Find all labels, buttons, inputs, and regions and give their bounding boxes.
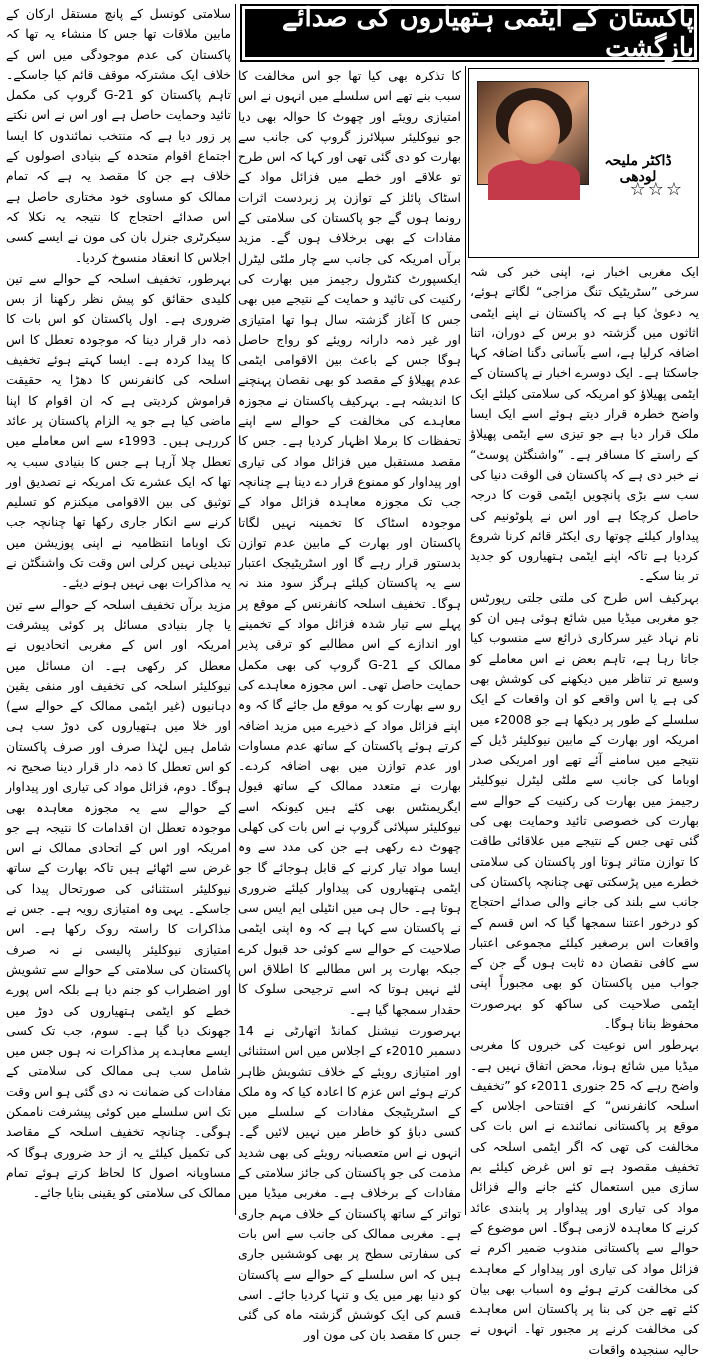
column-divider (465, 66, 466, 1215)
paragraph: مزید برآں تخفیف اسلحہ کے حوالے سے تین یا چار بنیادی مسائل پر کوئی پیشرفت امریکہ اور اس کے مغربی اتحادیوں نے معطل کر رکھی ہے۔ ان مسائل میں نیوکلیئر اسلحہ کی تخفیف اور منفی یقین دہانیوں (غیر ایٹمی ممالک کے حوالے سے) اور خلا میں ہتھیاروں کی دوڑ سب ہی شامل ہیں لہٰذا صرف اور صرف پاکستان کو اس تعطل کا ذمہ دار قرار دینا صحیح نہ ہوگا۔ دوم، فزائل مواد کی تیاری اور پیداوار کے حوالے سے یہ مجوزہ معاہدہ بھی موجودہ تعطل ان اقدامات کا نتیجہ ہے جو امریکہ اور اس کے اتحادی ممالک نے اس غرض سے اٹھائے ہیں تاکہ بھارت کے ساتھ نیوکلیئر استثنائی کی صورتحال پیدا کی جاسکے۔ یہی وہ امتیازی رویہ ہے۔ جس نے مذاکرات کا راستہ روک رکھا ہے۔ اس امتیازی نیوکلیئر پالیسی نے نہ صرف پاکستان کی سلامتی کے حوالے سے تشویش اور اضطراب کو جنم دیا ہے بلکہ اس پورے خطے کو ایٹمی ہتھیاروں کی دوڑ میں جھونک دیا گیا ہے۔ سوم، جب تک کسی ایسے معاہدے پر مذاکرات نہ ہوں جس میں شامل سب ہی ممالک کی سلامتی کے مفادات کی ضمانت نہ دی گئی ہو اس وقت تک اس سلسلے میں کوئی پیشرفت ناممکن ہوگی۔ چنانچہ تخفیف اسلحہ کے مقاصد کی تکمیل کیلئے یہ از حد ضروری ہوگا کہ مساویانہ اصول کا لحاظ کرتے ہوئے تمام ممالک کی سلامتی کو یقینی بنایا جائے۔ (6, 596, 231, 1201)
column-divider (235, 4, 236, 1215)
column-left (6, 4, 231, 1215)
column-middle (238, 66, 461, 1343)
author-name: ڈاکٹر ملیحہ لودھی (604, 153, 672, 185)
column-right (470, 262, 700, 1357)
paragraph: کا تذکرہ بھی کیا تھا جو اس مخالفت کا سبب بنے تھے اس سلسلے میں انہوں نے اس امتیازی رویئے اور چھوٹ کا حوالہ بھی دیا جو نیوکلیئر سپلائرز گروپ کی جانب سے بھارت کو دی گئی تھی اور کہا کہ اس طرح تو علاقے اور خطے میں فزائل مواد کے اسٹاک پائلز کے توازن پر زبردست اثرات رونما ہوں گے جو پاکستان کی سلامتی کے مفادات کے بھی برخلاف ہوں گے۔ مزید برآں امریکہ کی جانب سے چار ملٹی لیٹرل ایکسپورٹ کنٹرول رجیمز میں بھارت کی رکنیت کی تائید و حمایت کے نتیجے میں بھی جس کا آغاز گزشتہ سال ہوا تھا امتیازی اور غیر ذمہ دارانہ رویئے کو رواج حاصل ہوگا جس کے باعث بین الاقوامی ایٹمی عدم پھیلاؤ کے مقصد کو بھی نقصان پہنچنے کا اندیشہ ہے۔ بہرکیف پاکستان نے مجوزہ معاہدے کی مخالفت کے حوالے سے اپنے تحفظات کا برملا اظہار کردیا ہے۔ جس کا مقصد مستقبل میں فزائل مواد کی تیاری اور پیداوار کو ممنوع قرار دے دینا ہے چنانچہ جب تک مجوزہ معاہدہ فزائل مواد کے موجودہ اسٹاک کا تخمینہ نہیں لگاتا پاکستان اور بھارت کے مابین عدم توازن بدستور قرار رہے گا اور اسٹریٹیجک اعتبار سے یہ پاکستان کیلئے ہرگز سود مند نہ ہوگا۔ تخفیف اسلحہ کانفرنس کے موقع پر پہلے سے تیار شدہ فزائل مواد کے تخمینے اور اندازے کے اس مطالبے کو ترقی پذیر ممالک کے G-21 گروپ کی بھی مکمل حمایت حاصل تھی۔ اس مجوزہ معاہدے کی رو سے بھارت کو یہ موقع مل جائے گا کہ وہ اپنے فزائل مواد کے ذخیرے میں مزید اضافہ کرتے ہوئے پاکستان کے ساتھ عدم مساوات اور عدم توازن میں بھی اضافہ کردے۔ بھارت نے متعدد ممالک کے ساتھ فیول ایگریمنٹس بھی کئے ہیں کیونکہ اسے نیوکلیئر سپلائی گروپ نے اس بات کی کھلی چھوٹ دے رکھی ہے جن کی مدد سے وہ ایسا مواد تیار کرنے کے قابل ہوجائے گا جو ایٹمی ہتھیاروں کی پیداوار کیلئے ضروری ہوتا ہے۔ حال ہی میں انٹیلی ایم ایس سی نے پاکستان سے کہا ہے کہ وہ اپنی ایٹمی صلاحیت کے حوالے سے کوئی حد قبول کرے جبکہ بھارت پر اس مطالبے کا اطلاق اس لئے نہیں ہوتا کہ اسے ترجیحی سلوک کا حقدار سمجھا گیا ہے۔ (238, 68, 461, 1017)
headline: پاکستان کے ایٹمی ہتھیاروں کی صدائے بازگشت (245, 9, 694, 57)
star-icons: ☆☆☆ (629, 179, 684, 200)
author-photo (477, 81, 589, 185)
paragraph: بہرکیف اس طرح کی ملتی جلتی رپورٹس جو مغربی میڈیا میں شائع ہوئی ہیں ان کو نام نہاد غیر سرکاری ذرائع سے منسوب کیا جاتا رہا ہے، تاہم بعض نے اس معاملے کو وسیع تر تناظر میں دیکھنے کی کوشش بھی کی ہے یا اس واقعے کو ان واقعات کے ایک سلسلے کے طور پر دیکھا ہے جو 2008ء میں امریکہ اور بھارت کے مابین نیوکلیئر ڈیل کے نتیجے میں سامنے آئے تھے اور امریکی صدر اوباما کی جانب سے ملٹی لیٹرل نیوکلیئر رجیمز میں بھارت کی رکنیت کے حوالے سے بھارت کی خصوصی تائید وحمایت بھی کی گئی تھی جس کے نتیجے میں علاقائی طاقت کا توازن متاثر ہوتا اور پاکستان کی سلامتی خطرے میں پڑسکتی تھی چنانچہ پاکستان کی جانب سے بلند کی جانے والی صدائے احتجاج کو درخور اعتنا سمجھا گیا کہ اس قسم کے واقعات اس برصغیر کیلئے مجموعی اعتبار سے کافی نقصان دہ ثابت ہوں گے جن کے جواب میں پاکستان کو بھی مجبوراً اپنی ایٹمی صلاحیت کی ساکھ کو بہرصورت محفوظ بنانا ہوگا۔ (470, 589, 699, 1031)
paragraph: بہرطور اس نوعیت کی خبروں کا مغربی میڈیا میں شائع ہونا، محض اتفاق نہیں ہے۔ واضح رہے کہ 25 جنوری 2011ء کو ”تخفیف اسلحہ کانفرنس“ کے افتتاحی اجلاس کے موقع پر پاکستانی نمائندے نے اس بات کی مخالفت کی تھی کہ اگر ایٹمی اسلحہ کی تخفیف مقصود ہے تو اس غرض کیلئے بم سازی میں استعمال کئے جانے والے فزائل مواد کی تیاری اور پیداوار پر پابندی عائد کرنے کا معاہدہ لازمی ہوگا۔ اس موضوع کے حوالے سے پاکستانی مندوب ضمیر اکرم نے فزائل مواد کی تیاری اور پیداوار کے معاہدے کی مخالفت کرتے ہوئے وہ اسباب بھی بیان کئے تھے جن کی بنا پر پاکستان اس معاہدے کی مخالفت کرنے پر مجبور تھا۔ انہوں نے حالیہ سنجیدہ واقعات (470, 1037, 700, 1357)
paragraph: بہرطور، تخفیف اسلحہ کے حوالے سے تین کلیدی حقائق کو پیش نظر رکھنا از بس ضروری ہے۔ اول پاکستان کو اس بات کا ذمہ دار قرار دینا کہ موجودہ تعطل کا اس کا پیدا کردہ ہے۔ ایسا کہتے ہوئے تخفیف اسلحہ کی کانفرنس کا دھڑا یہ حقیقت فراموش کردیتی ہے کہ ان اقوام کا اپنا ماضی کیا ہے جو یہ الزام پاکستان پر عائد کررہی ہیں۔ 1993ء سے اس معاملے میں تعطل چلا آرہا ہے جس کا بنیادی سبب یہ تھا کہ ایک عشرے تک امریکہ نے تصدیق اور توثیق کی بین الاقوامی میکنزم کو تسلیم کرنے سے انکار جاری رکھا تھا چنانچہ جب تک اوباما انتظامیہ نے اپنی پوزیشن میں تبدیلی نہیں کرلی اس وقت تک واشنگٹن نے یہ مذاکرات بھی نہیں ہونے دیئے۔ (6, 270, 231, 591)
paragraph: ایک مغربی اخبار نے، اپنی خبر کی شہ سرخی ”سٹریٹیک تنگ مزاجی“ لگاتے ہوئے، یہ دعویٰ کیا ہے کہ پاکستان نے اپنے ایٹمی اثاثوں میں گزشتہ دو برس کے دوران، اتنا اضافہ کرلیا ہے، اسے بآسانی دگنا اضافہ کہا جاسکتا ہے۔ ایک دوسرے اخبار نے پاکستان کے ایٹمی پھیلاؤ کو امریکہ کی سلامتی کیلئے ایک واضح خطرہ قرار دیتے ہوئے اسے ایک ایسا ملک قرار دیا ہے جو تیزی سے ایٹمی پھیلاؤ کے راستے کا مسافر ہے۔ ”واشنگٹن پوسٹ“ نے خبر دی ہے کہ پاکستان فی الوقت دنیا کی سب سے بڑی پانچویں ایٹمی قوت کا درجہ حاصل کرچکا ہے اور اس نے پلوٹونیم کی پیداوار کیلئے چوتھا ری ایکٹر قائم کرنا شروع کردیا ہے تاکہ اپنے ایٹمی ہتھیاروں کو جدید تر بنا سکے۔ (470, 264, 699, 584)
headline-box (240, 4, 699, 62)
paragraph: بہرصورت نیشنل کمانڈ اتھارٹی نے 14 دسمبر 2010ء کے اجلاس میں اس استثنائی اور امتیازی رویئے کے خلاف تشویش ظاہر کرتے ہوئے اس عزم کا اعادہ کیا کہ وہ ملک کے اسٹریٹیجک مفادات کے سلسلے میں کسی دباؤ کو خاطر میں نہیں لائیں گے۔ انہوں نے اس متعصبانہ رویئے کی بھی شدید مذمت کی جو پاکستان کی جائز سلامتی کے مفادات کے برخلاف ہے۔ مغربی میڈیا میں تواتر کے ساتھ پاکستان کے خلاف مہم جاری ہے۔ مغربی ممالک کی جانب سے اس بات کی سفارتی سطح پر بھی کوششیں جاری ہیں کہ اس سلسلے کے حوالے سے پاکستان کو دنیا بھر میں یک و تنہا کردیا جائے۔ اسی قسم کی ایک کوشش گزشتہ ماہ کی گئی جس کا مقصد بان کی مون اور (238, 1022, 461, 1343)
author-box (468, 68, 699, 258)
paragraph: سلامتی کونسل کے پانچ مستقل ارکان کے مابین ملاقات تھا جس کا منشاء یہ تھا کہ پاکستان کی عدم موجودگی میں اس کے خلاف ایک مشترکہ موقف قائم کیا جاسکے۔ تاہم پاکستان کو G-21 گروپ کی مکمل تائید وحمایت حاصل ہے اور اس نے اس نکتے پر زور دیا ہے کہ منتخب نمائندوں کا ایسا اجتماع اقوام متحدہ کے بنیادی اصولوں کے خلاف ہے جن کا مقصد یہ ہے کہ تمام ممالک کو مساوی خود مختاری حاصل ہے اس صدائے احتجاج کا نتیجہ یہ نکلا کہ سیکرٹری جنرل بان کی مون نے ایسے کسی اجلاس کا انعقاد منسوخ کردیا۔ (6, 6, 231, 265)
